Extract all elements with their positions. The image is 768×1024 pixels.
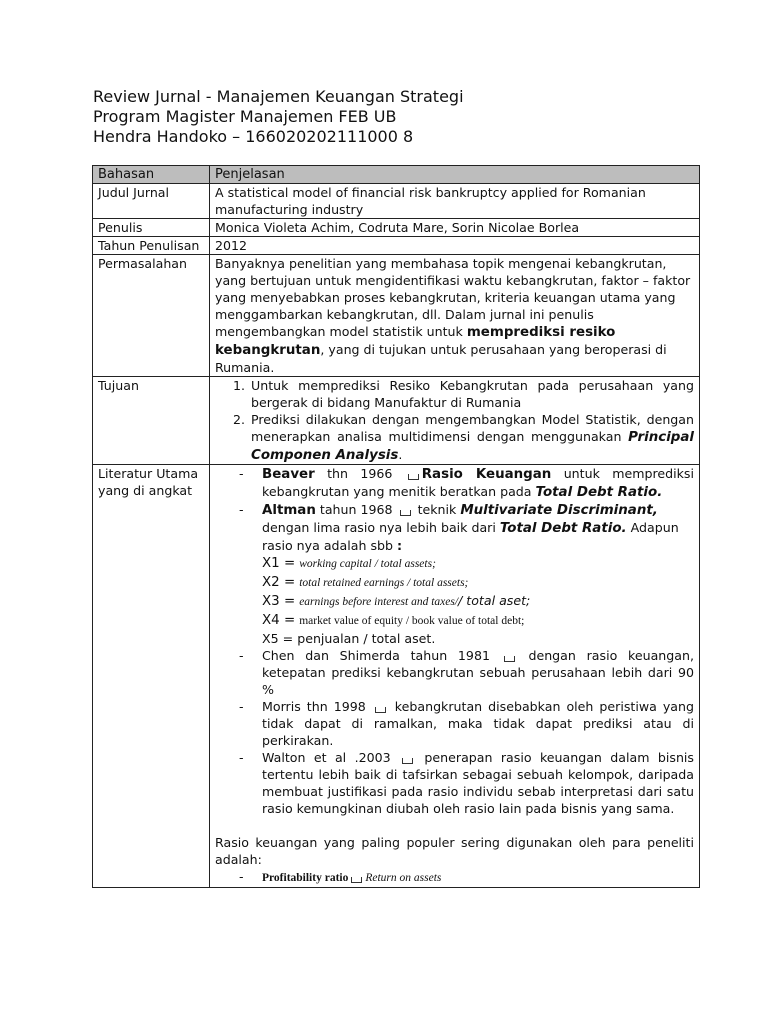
ratio-formula: total retained earnings / total assets; [299, 577, 469, 589]
table-header-row [93, 166, 700, 184]
dash-marker: - [239, 869, 244, 884]
journal-title: A statistical model of financial risk bankruptcy applied for Romanian manufacturing industry [210, 184, 700, 219]
goals-cell [210, 377, 700, 465]
column-header-penjelasan: Penjelasan [210, 166, 700, 184]
goal-method: Principal Componen Analysis [251, 430, 694, 463]
ratio-name: Return on assets [365, 872, 442, 884]
dash-marker: - [239, 699, 244, 714]
arrow-icon [400, 510, 411, 516]
ratio-label: X4 = [262, 613, 296, 628]
arrow-icon [402, 758, 413, 764]
ratio-formula: market value of equity / book value of total debt; [299, 615, 525, 627]
arrow-icon [351, 877, 362, 883]
problem-emphasis: memprediksi resiko kebangkrutan [215, 325, 616, 358]
row-label: Tahun Penulisan [93, 237, 210, 255]
review-table [92, 165, 700, 888]
body-text: Adapun rasio nya adalah sbb [262, 520, 679, 553]
problem-text: Banyaknya penelitian yang membahasa topik mengenai kebangkrutan, yang bertujuan untuk mengidentifikasi waktu kebangkrutan, faktor – faktor yang menyebabkan proses kebangkrutan, kriteria keuangan utama yang menggambarkan kebangkrutan, dll. Dalam jurnal ini penulis mengembangkan model statistik untuk [215, 256, 691, 339]
table-row-tahun [93, 237, 700, 255]
ratio-x1 [262, 554, 694, 573]
ratio-x3 [262, 592, 694, 611]
row-label: Penulis [93, 219, 210, 237]
body-text: Morris thn 1998 [262, 699, 372, 714]
row-label: Permasalahan [93, 255, 210, 377]
year-text: tahun 1968 [315, 502, 397, 517]
table-row-judul [93, 184, 700, 219]
emphasis-text: Total Debt Ratio. [499, 521, 627, 536]
emphasis-text: Multivariate Discriminant, [460, 503, 658, 518]
header-title: Review Jurnal - Manajemen Keuangan Strategi [93, 87, 464, 106]
emphasis-text: Rasio Keuangan [421, 467, 552, 482]
problem-statement [210, 255, 700, 377]
literature-list [215, 465, 694, 817]
body-text: untuk memprediksi kebangkrutan yang menitik beratkan pada [262, 466, 694, 499]
table-row-permasalahan [93, 255, 700, 377]
body-text: dengan lima rasio nya lebih baik dari [262, 520, 500, 535]
ratio-label: X3 = [262, 594, 296, 609]
dash-marker: - [239, 466, 244, 481]
goal-text: Prediksi dilakukan dengan mengembangkan Model Statistik, dengan menerapkan analisa multidimensi dengan menggunakan [251, 412, 694, 444]
body-text: kebangkrutan disebabkan oleh peristiwa yang tidak dapat di ramalkan, maka tidak dapat prediksi atau di perkirakan. [262, 699, 694, 748]
literature-item-walton [215, 749, 694, 817]
ratio-label: X1 = [262, 556, 296, 571]
row-label: Literatur Utama yang di angkat [93, 465, 210, 888]
author-name: Altman [262, 503, 316, 518]
row-label: Judul Jurnal [93, 184, 210, 219]
ratio-item-profitability [215, 868, 694, 887]
dash-marker: - [239, 502, 244, 517]
emphasis-text: Total Debt Ratio. [535, 485, 663, 500]
table-row-literatur [93, 465, 700, 888]
body-text: dengan rasio keuangan, ketepatan prediksi kebangkrutan sebuah perusahaan lebih dari 90 % [262, 648, 694, 697]
goals-list [215, 377, 694, 464]
table-row-tujuan [93, 377, 700, 465]
dash-marker: - [239, 648, 244, 663]
ratio-list [215, 868, 694, 887]
body-text: Chen dan Shimerda tahun 1981 [262, 648, 501, 663]
ratio-paragraph: Rasio keuangan yang paling populer sering digunakan oleh para peneliti adalah: [215, 835, 694, 867]
colon-text: : [397, 538, 403, 553]
literature-item-beaver [215, 465, 694, 501]
ratio-formula: working capital / total assets; [299, 558, 436, 570]
publication-year: 2012 [210, 237, 700, 255]
body-text: teknik [413, 502, 461, 517]
ratio-formula: earnings before interest and taxes/ [299, 596, 459, 608]
row-label: Tujuan [93, 377, 210, 465]
ratio-x4 [262, 611, 694, 630]
problem-text-end: , yang di tujukan untuk perusahaan yang beroperasi di Rumania. [215, 342, 667, 375]
literature-item-chen [215, 647, 694, 698]
ratio-label: X2 = [262, 575, 296, 590]
document-header [93, 87, 464, 147]
literature-item-altman [215, 501, 694, 647]
journal-authors: Monica Violeta Achim, Codruta Mare, Sorin Nicolae Borlea [210, 219, 700, 237]
ratio-x5: X5 = penjualan / total aset. [262, 631, 436, 646]
header-author: Hendra Handoko – 166020202111000 8 [93, 127, 414, 146]
ratio-x2 [262, 573, 694, 592]
body-text: Walton et al .2003 [262, 750, 400, 765]
goal-end: . [398, 447, 403, 462]
year-text: thn 1966 [314, 466, 405, 481]
ratio-formula-tail: / total aset; [458, 593, 531, 608]
table-row-penulis [93, 219, 700, 237]
literature-item-morris [215, 698, 694, 749]
arrow-icon [504, 656, 515, 662]
arrow-icon [375, 707, 386, 713]
column-header-bahasan: Bahasan [93, 166, 210, 184]
arrow-icon [408, 474, 419, 480]
ratio-category: Profitability ratio [262, 872, 349, 884]
literature-cell [210, 465, 700, 888]
goal-item: 1. Untuk memprediksi Resiko Kebangkrutan pada perusahaan yang bergerak di bidang Manufaktur di Rumania [249, 377, 694, 411]
goal-item [249, 411, 694, 464]
header-program: Program Magister Manajemen FEB UB [93, 107, 397, 126]
author-name: Beaver [262, 467, 315, 482]
body-text: penerapan rasio keuangan dalam bisnis tertentu lebih baik di tafsirkan sebagai sebuah kelompok, daripada membuat justifikasi pada rasio individu sebab interpretasi dari satu rasio kemungkinan diubah oleh rasio lain pada bisnis yang sama. [262, 750, 694, 816]
dash-marker: - [239, 750, 244, 765]
